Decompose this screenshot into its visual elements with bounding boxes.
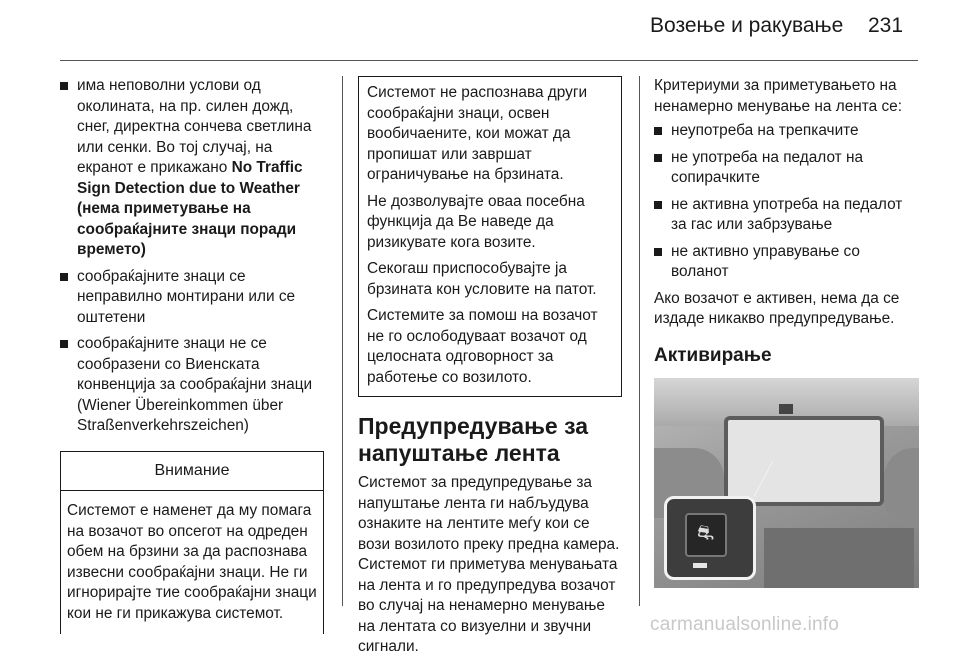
list-item [60,76,324,261]
photo-lower-console [764,528,914,588]
page-header-title: Возење и ракување [650,14,844,37]
photo-display-screen [724,416,884,506]
column-1 [60,76,324,634]
criteria-note: Ако возачот е активен, нема да се издаде никакво предупредување. [654,289,900,327]
notice-paragraph: Не дозволувајте оваа посебна функција да Ве наведе да ризикувате кога возите. [367,192,585,251]
notice-paragraph: Системот не распознава други сообраќајни знаци, освен вообичаените, кои можат да пропишат или завршат ограничување на брзината. [367,84,588,183]
list-item: не активна употреба на педалот за гас или забрзување [654,195,920,236]
notice-paragraph: Системите за помош на возачот не го ослободуваат возачот од целосната одговорност за работење со возилото. [367,307,598,386]
section-text: Системот за предупредување за напуштање лента ги набљудува ознаките на лентите меѓу кои се вози возилото преку предна камера. Системот ги приметува менувањата на лента и го предупредува возачот во случај на ненамерно менување на лентата со визуелни и звучни сигнали. [358,474,620,655]
conditions-list [60,76,324,437]
header-divider [60,60,918,61]
notice-box [358,76,622,397]
section-heading: Предупредување за напуштање лента [358,413,589,466]
photo-inset-detail [664,496,756,580]
column-3 [654,76,920,588]
list-item-text: има неповолни услови од околината, на пр. силен дожд, снег, директна сончева светлина или сенки. Во тој случај, на екранот е прикажано [77,77,312,176]
watermark: carmanualsonline.info [650,614,840,635]
photo-air-vent-right [884,448,919,528]
lane-departure-icon: ⛐ [697,522,715,544]
list-item: не активно управување со воланот [654,242,920,283]
list-item: не употреба на педалот на сопирачките [654,148,920,189]
notice-paragraph: Секогаш приспособувајте ја брзината кон условите на патот. [367,260,597,298]
column-2 [358,76,622,662]
lane-departure-button [685,513,727,557]
list-item: неупотреба на трепкачите [654,121,920,142]
photo-top-button [779,404,793,414]
warning-title: Внимание [61,452,323,492]
criteria-list [654,121,920,283]
photo-led-indicator [693,563,707,568]
list-item: сообраќајните знаци се неправилно монтирани или се оштетени [60,267,324,329]
criteria-intro: Критериуми за приметувањето на ненамерно менување на лента се: [654,77,903,115]
warning-box [60,451,324,635]
list-item: сообраќајните знаци не се сообразени со Виенската конвенција за сообраќајни знаци (Wiener Übereinkommen über Straßenverkehrszeichen) [60,334,324,437]
column-divider-2 [639,76,640,606]
dashboard-photo [654,378,919,588]
sub-heading: Активирање [654,344,772,366]
page-number: 231 [868,14,904,37]
display-message: No Traffic Sign Detection due to Weather (нема приметување на сообраќајните знаци поради времето) [77,159,303,258]
column-divider-1 [342,76,343,606]
warning-text: Системот е наменет да му помага на возачот во опсегот на одреден обем на брзини за да распознава извесни сообраќајни знаци. Не ги игнорирајте тие сообраќајни знаци кои не ги прикажува системот. [67,502,317,622]
